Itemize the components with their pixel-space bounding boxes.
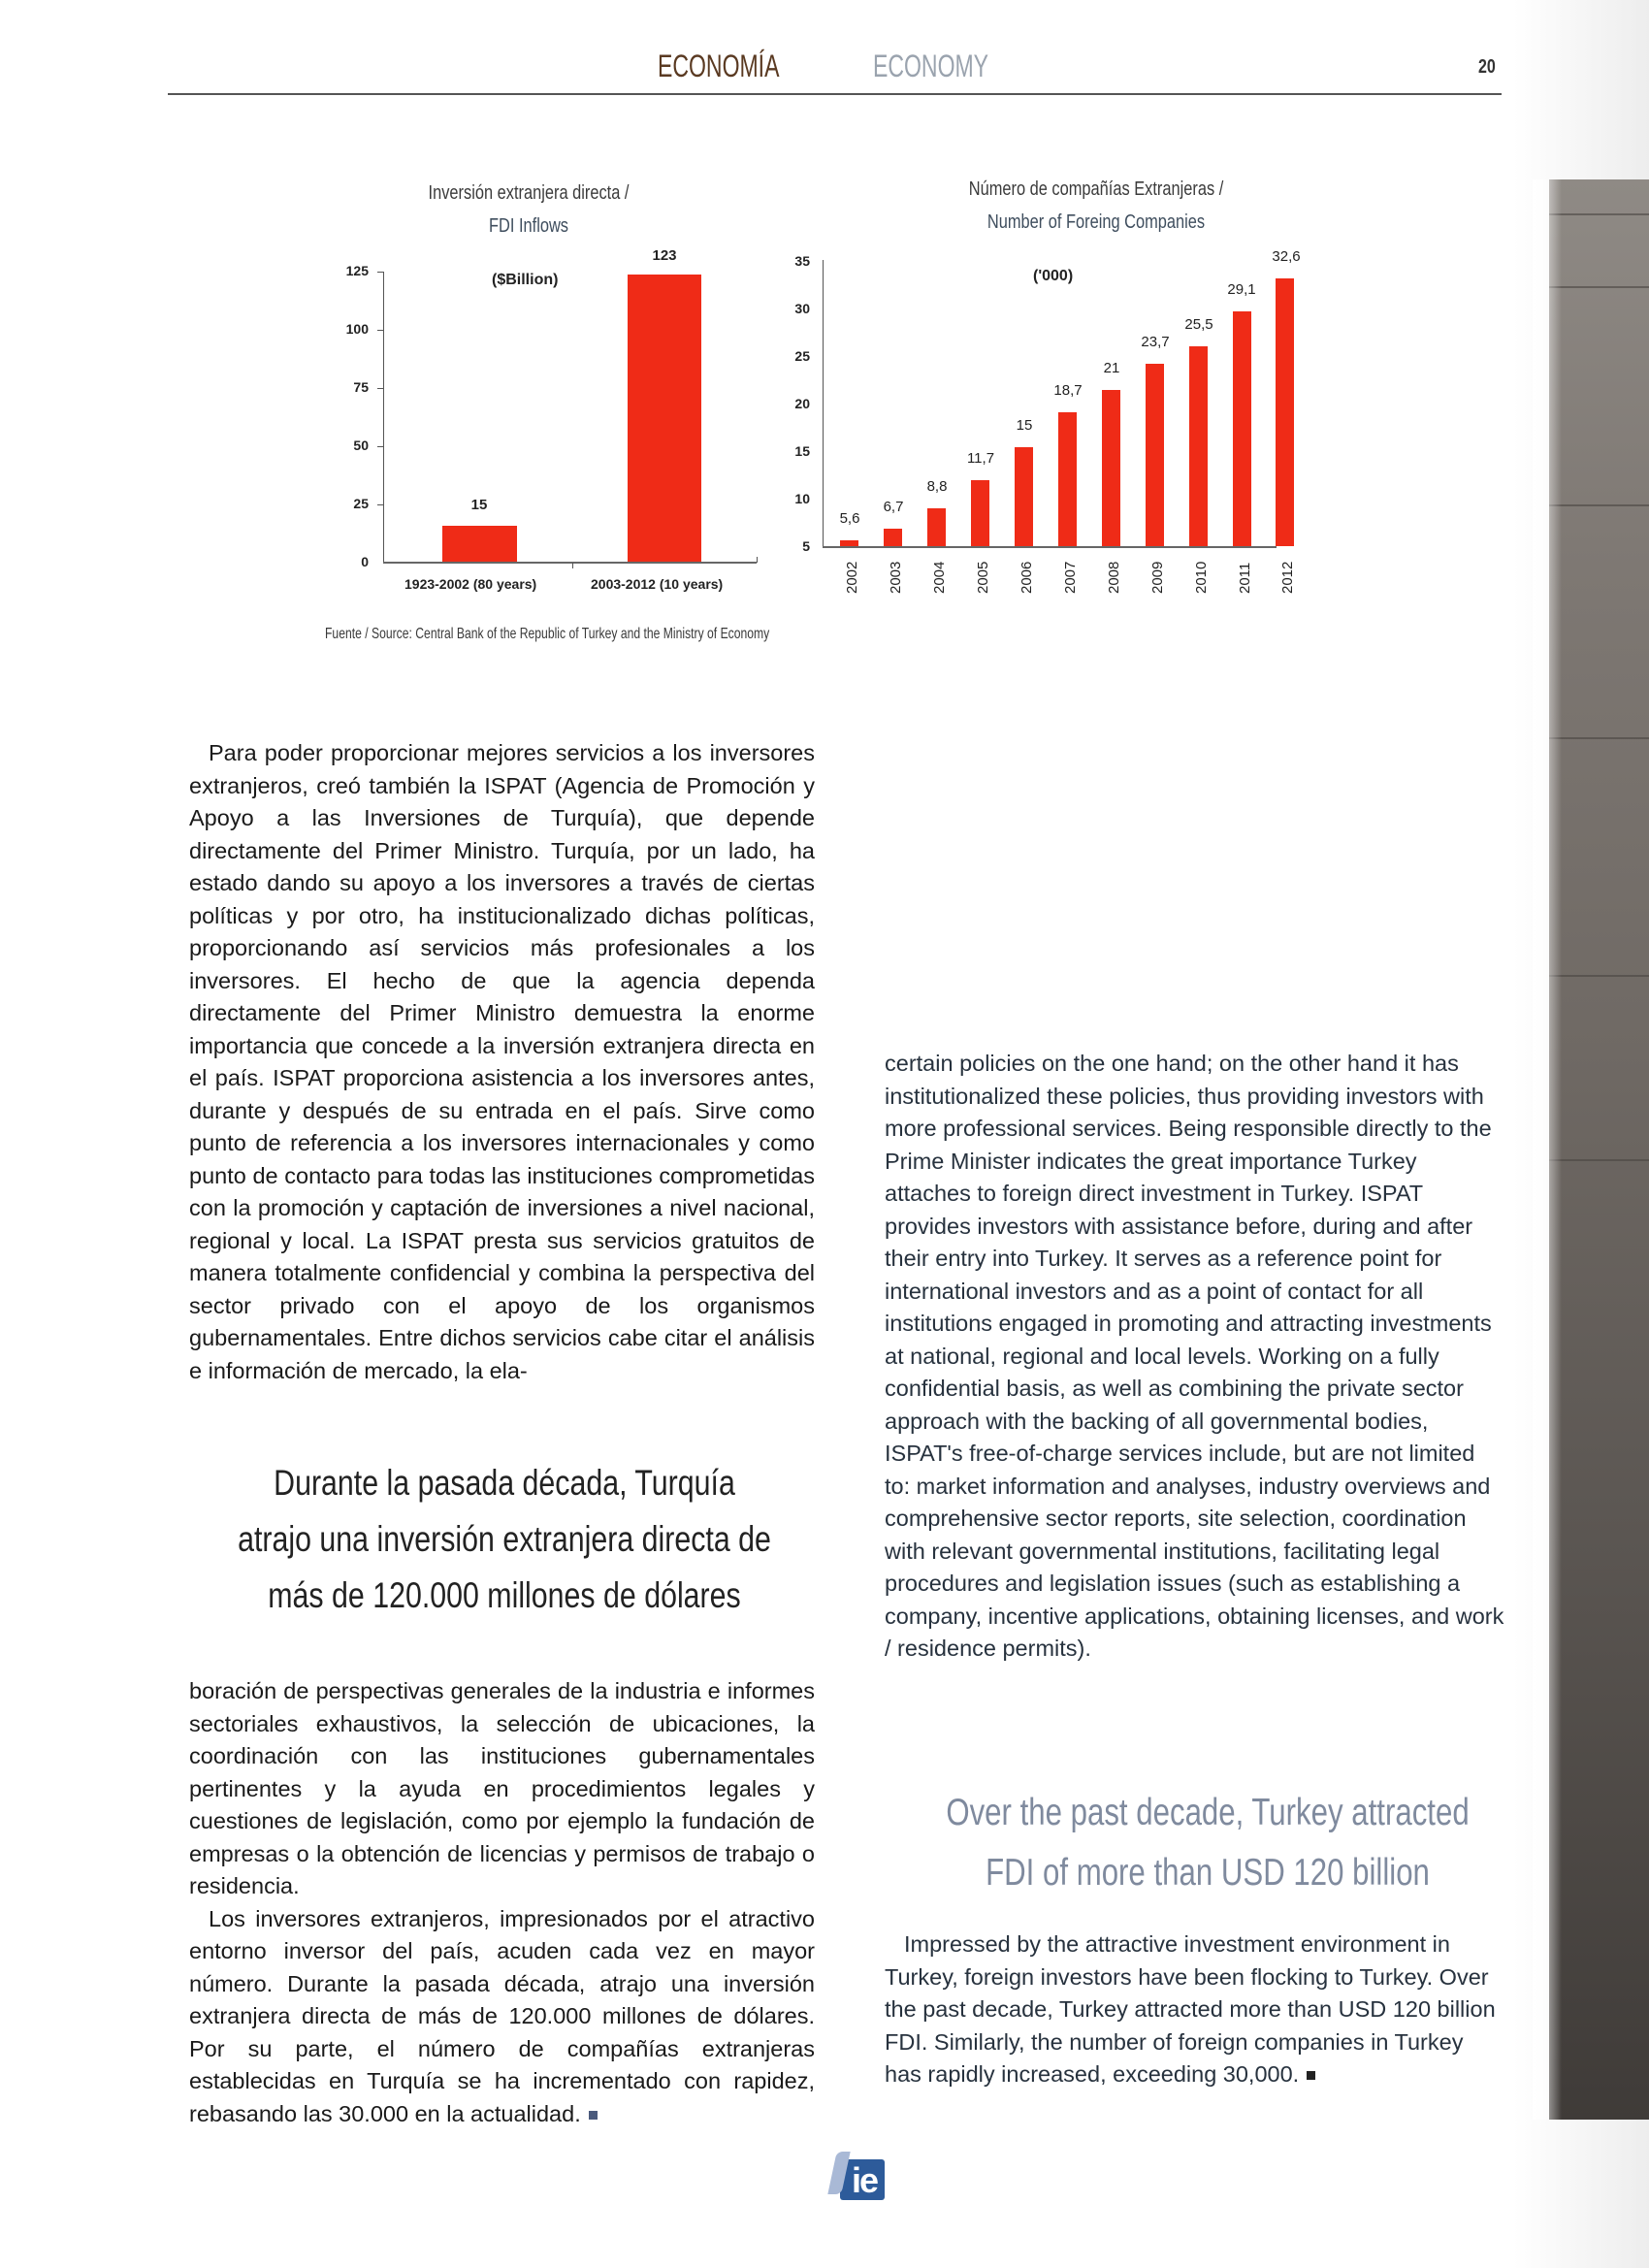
section-title-en: ECONOMY [873,49,989,83]
y-tick-label: 0 [361,554,369,569]
bar-2003 [884,529,902,546]
y-axis [383,272,384,563]
paragraph: Impressed by the attractive investment environment in Turkey, foreign investors have been flocking to Turkey. Over the past decade, Turkey attracted more than USD 120 billion FDI. Similarly, the number of foreign companies in Turkey has rapidly increased, exceeding 30,000. [885,1931,1496,2087]
y-tick-label: 20 [794,396,810,411]
x-axis [383,562,757,564]
fdi-chart-title: Inversión extranjera directa / FDI Inflows [428,182,630,237]
photo-seam [1549,504,1649,506]
y-tick-label: 35 [794,253,810,269]
article-column-es [189,737,815,1387]
section-title-es: ECONOMÍA [658,49,780,83]
y-tick-label: 10 [794,491,810,506]
paragraph: Para poder proporcionar mejores servicios a los inversores extranjeros, creó también la ISPAT (Agencia de Promoción y Apoyo a las Inversiones de Turquía), que depende directamente del Primer Ministro. Turquía, por un lado, ha estado dando su apoyo a los inversores a través de ciertas políticas y por otro, ha institucionalizado dichas políticas, proporcionando así servicios más profesionales a los inversores. El hecho de que la agencia dependa directamente del Primer Ministro demuestra la enorme importancia que concede a la inversión extranjera directa en el país. ISPAT proporciona asistencia a los inversores antes, durante y después de su entrada en el país. Sirve como punto de referencia a los inversores internacionales y como punto de contacto para todas las instituciones comprometidas con la promoción y captación de inversiones a nivel nacional, regional y local. La ISPAT presta sus servicios gratuitos de manera totalmente confidencial y combina la perspectiva del sector privado con el apoyo de los organismos gubernamentales. Entre dichos servicios cabe citar el análisis e información de mercado, la ela- [189,740,815,1383]
bar-2008 [1102,390,1120,546]
x-year-label: 2005 [975,561,991,594]
header-rule [168,93,1502,95]
bar-value-label: 29,1 [1227,281,1256,298]
photo-seam [1549,737,1649,739]
companies-chart-unit: ('000) [1033,268,1074,284]
edge-photo [1549,179,1649,2120]
bar-value-label: 32,6 [1272,248,1301,265]
y-tick-label: 25 [353,496,369,511]
bar-2012 [1276,278,1294,546]
x-axis [823,546,1277,548]
logo-text: ie [852,2160,878,2200]
y-tick-label: 30 [794,301,810,316]
article-column-es-cont [189,1675,815,2130]
fdi-chart-unit: ($Billion) [492,272,559,288]
x-category-label: 1923-2002 (80 years) [404,576,537,592]
x-year-label: 2011 [1237,562,1253,594]
end-mark-icon [1307,2071,1315,2080]
bar-value-label: 15 [470,497,488,513]
photo-fade [1533,179,1562,2120]
bar-value-label: 25,5 [1184,316,1213,333]
photo-seam [1549,286,1649,288]
bar-2005 [971,480,989,546]
y-tick [377,446,383,447]
x-year-label: 2004 [931,561,948,594]
photo-seam [1549,975,1649,977]
bar-2011 [1233,311,1251,546]
bar-2006 [1015,447,1033,546]
x-tick [757,557,758,563]
bar-value-label: 8,8 [926,478,948,495]
y-tick-label: 125 [345,263,369,278]
x-category-label: 2003-2012 (10 years) [591,576,724,592]
bar-2003-2012 [628,275,701,562]
pull-quote-es: Durante la pasada década, Turquía atrajo una inversión extranjera directa de más de 120.000 millones de dólares [238,1463,771,1615]
y-tick-label: 5 [802,538,810,554]
bar-2002 [840,540,858,546]
bar-value-label: 5,6 [839,510,860,527]
y-tick [377,504,383,505]
x-year-label: 2002 [844,561,860,594]
y-tick-label: 100 [345,321,369,337]
x-year-label: 2009 [1149,561,1166,594]
article-column-en [885,1048,1505,1666]
paragraph: certain policies on the one hand; on the other hand it has institutionalized these policies, thus providing investors with more professional services. Being responsible directly to the Prime Minister indicates the great importance Turkey attaches to foreign direct investment in Turkey. ISPAT provides investors with assistance before, during and after their entry into Turkey. It serves as a reference point for international investors and as a point of contact for all institutions engaged in promoting and attracting investments at national, regional and local levels. Working on a fully confidential basis, as well as combining the private sector approach with the backing of all governmental bodies, ISPAT's free-of-charge services include, but are not limited to: market information and analyses, industry overviews and comprehensive sector reports, site selection, coordination with relevant governmental institutions, facilitating legal procedures and legislation issues (such as establishing a company, incentive applications, obtaining licenses, and work / residence permits). [885,1051,1504,1661]
y-tick [377,330,383,331]
article-column-en-cont [885,1928,1505,2091]
paragraph-with-endmark [189,1903,815,2131]
logo-wing-icon [827,2152,850,2194]
y-tick-label: 75 [353,379,369,395]
page-number: 20 [1478,56,1496,78]
bar-value-label: 21 [1103,360,1120,376]
ie-logo [840,2159,885,2200]
y-tick [377,272,383,273]
paragraph: boración de perspectivas generales de la industria e informes sectoriales exhaustivos, la selección de ubicaciones, la coordinación con las instituciones gubernamentales pertinentes y la ayuda en procedimientos legales y cuestiones de legislación, como por ejemplo la fundación de empresas o la obtención de licencias y permisos de trabajo o residencia. [189,1678,815,1898]
bar-2010 [1189,346,1208,546]
chart-source: Fuente / Source: Central Bank of the Republic of Turkey and the Ministry of Economy [325,626,770,642]
y-tick-label: 50 [353,437,369,453]
bar-2004 [927,508,946,546]
y-tick-label: 15 [794,443,810,459]
bar-value-label: 15 [1016,417,1033,434]
x-year-label: 2007 [1062,561,1079,594]
x-year-label: 2012 [1279,561,1296,594]
paragraph: Los inversores extranjeros, impresionados por el atractivo entorno inversor del país, acuden cada vez en mayor número. Durante la pasada década, atrajo una inversión extranjera directa de más de 120.000 millones de dólares. Por su parte, el número de compañías extranjeras establecidas en Turquía se ha incrementado con rapidez, rebasando las 30.000 en la actualidad. [189,1905,815,2126]
pull-quote-en: Over the past decade, Turkey attracted FDI of more than USD 120 billion [946,1792,1470,1894]
bar-value-label: 23,7 [1141,334,1170,350]
bar-2009 [1146,364,1164,546]
bar-value-label: 6,7 [883,499,904,515]
y-tick [377,388,383,389]
photo-seam [1549,1159,1649,1161]
end-mark-icon [589,2111,598,2120]
photo-seam [1549,213,1649,215]
x-tick [572,563,573,568]
x-year-label: 2003 [888,561,904,594]
y-tick-label: 25 [794,348,810,364]
bar-value-label: 123 [652,247,677,264]
paragraph-with-endmark [885,1928,1505,2091]
bar-value-label: 11,7 [966,450,995,467]
y-axis [823,260,824,547]
bar-2007 [1058,412,1077,546]
x-year-label: 2010 [1193,561,1210,594]
bar-value-label: 18,7 [1053,382,1083,399]
bar-1923-2002 [442,526,517,562]
x-year-label: 2006 [1018,561,1035,594]
companies-chart-title: Número de compañías Extranjeras / Number of Foreing Companies [968,178,1224,233]
x-year-label: 2008 [1106,561,1122,594]
